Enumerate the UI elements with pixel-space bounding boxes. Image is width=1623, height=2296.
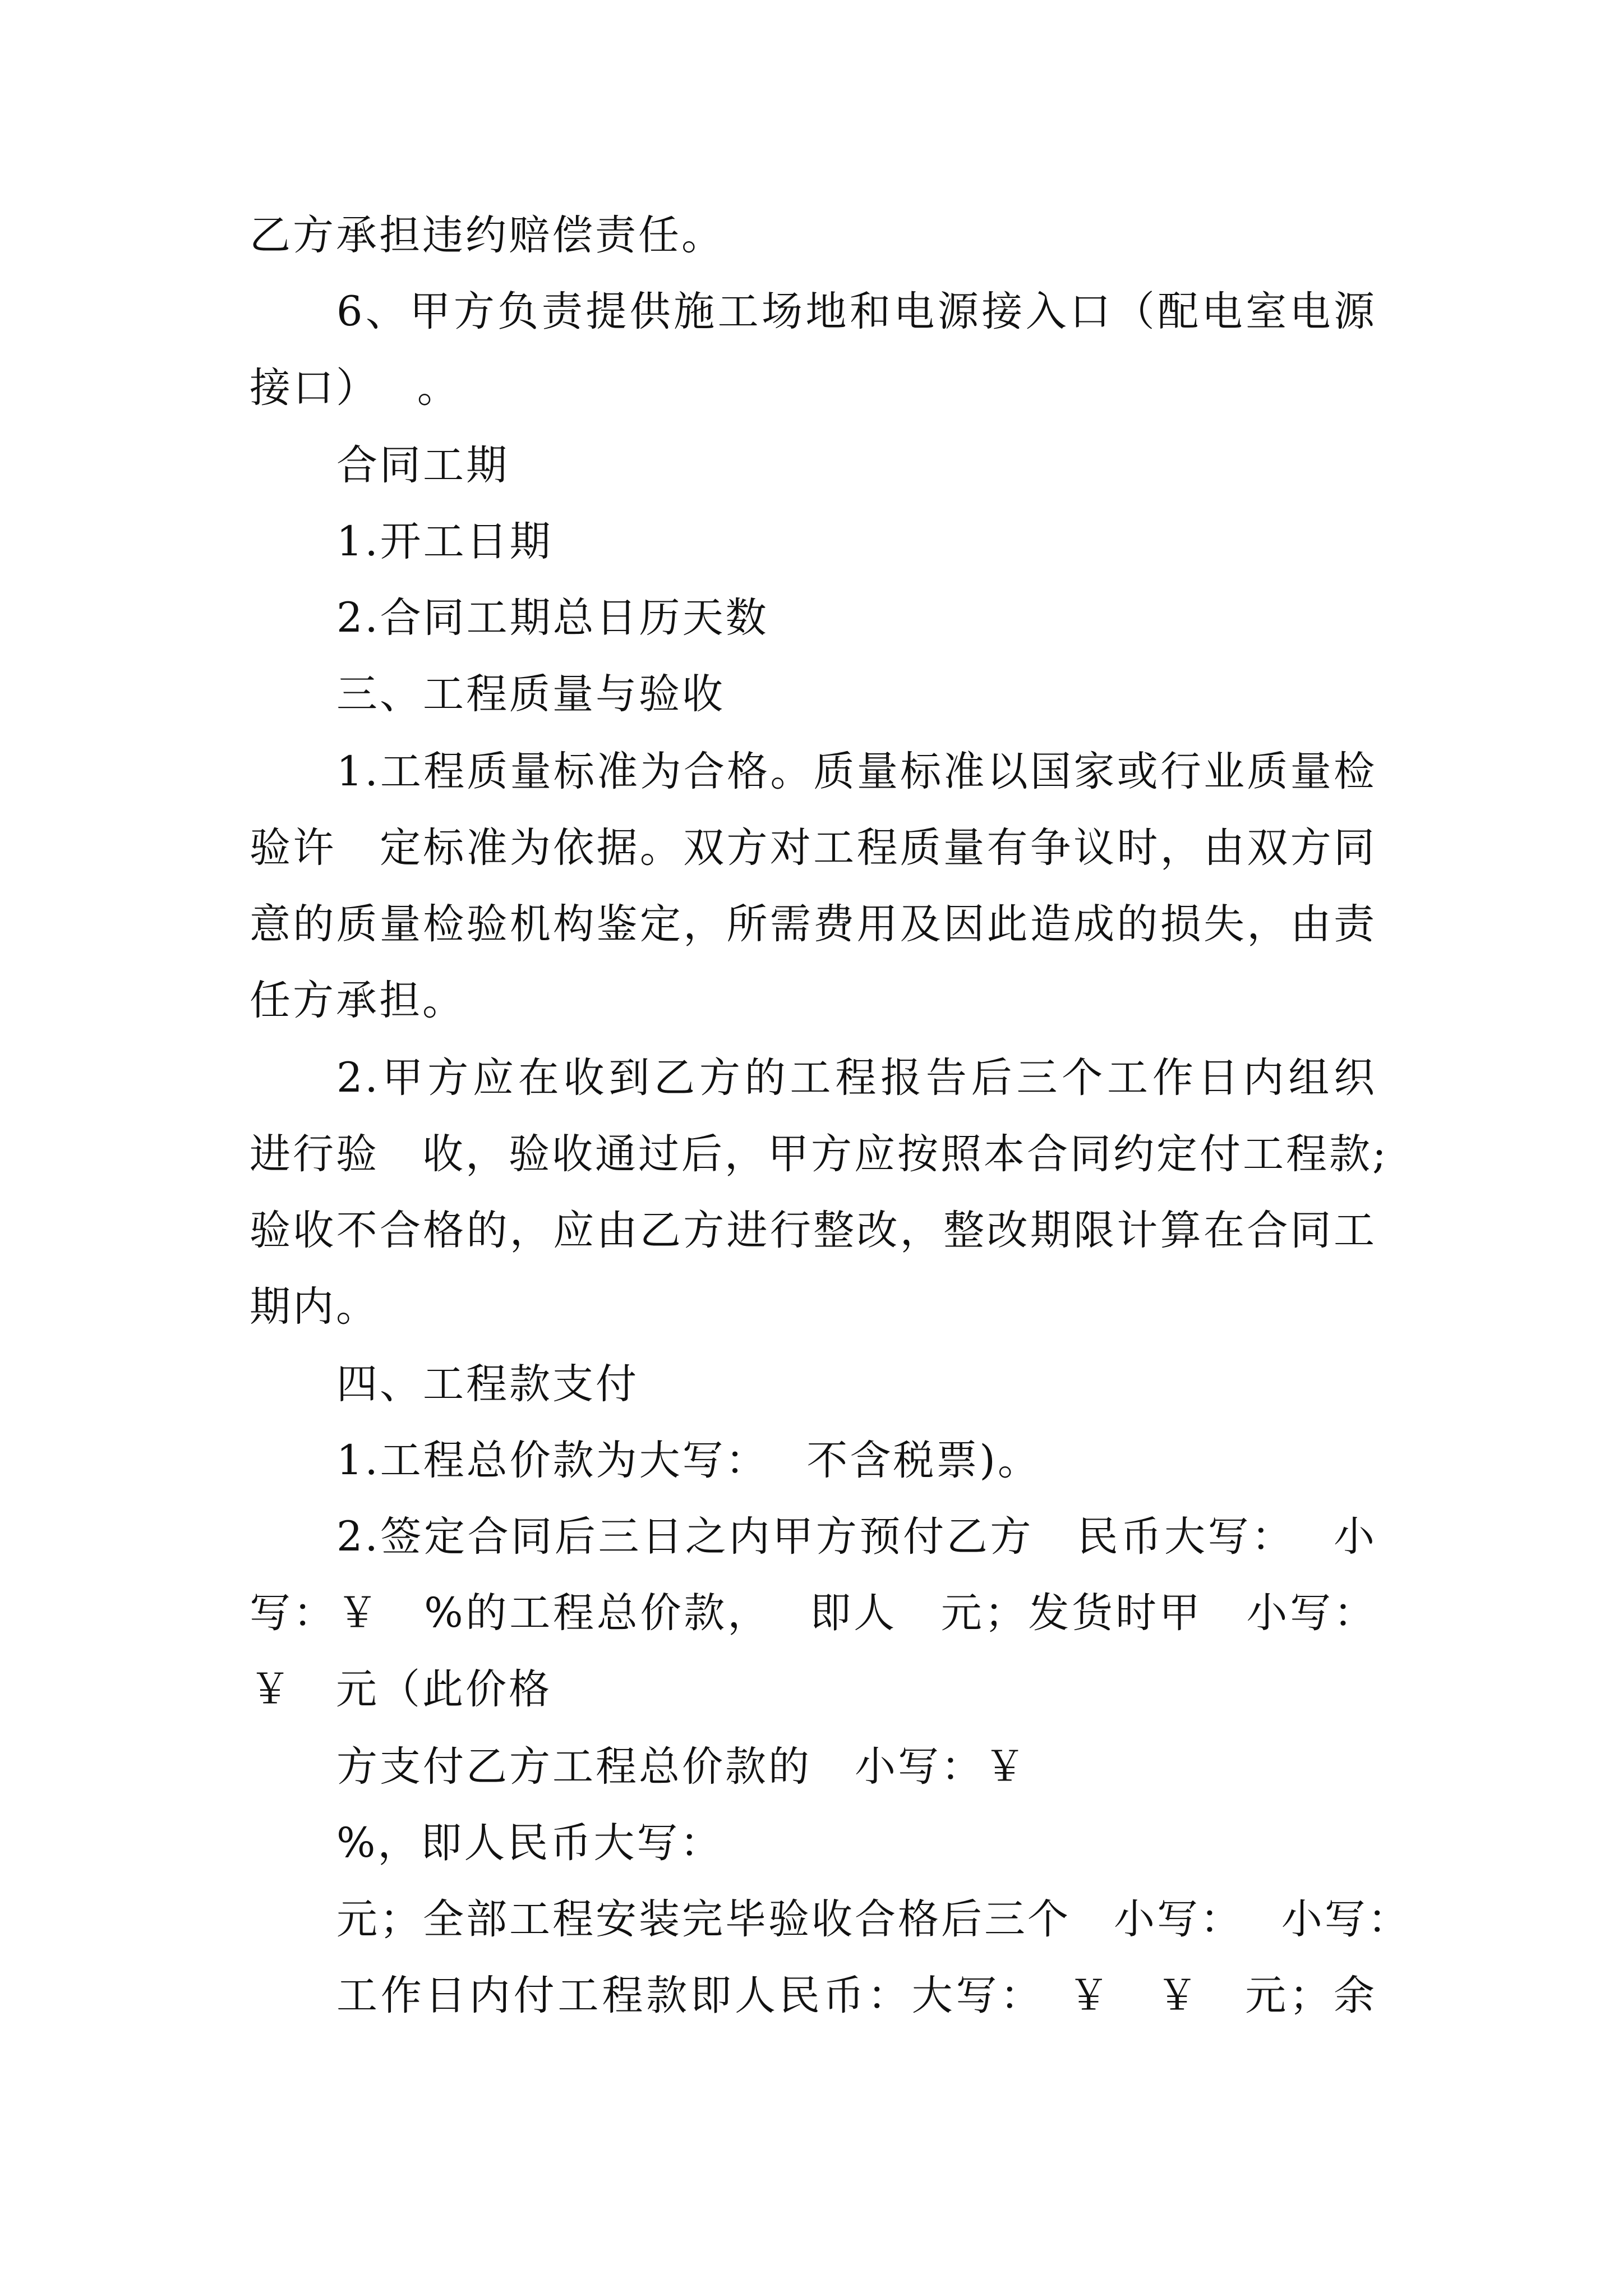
paragraph-line: 2.甲方应在收到乙方的工程报告后三个工作日内组织 xyxy=(336,1054,1377,1102)
paragraph-line: 写：￥ %的工程总价款， 即人 元；发货时甲 小写： xyxy=(250,1589,1377,1637)
section-heading: 合同工期 xyxy=(336,441,509,489)
paragraph-line: 1.工程质量标准为合格。质量标准以国家或行业质量检 xyxy=(336,748,1377,795)
paragraph-line: 乙方承担违约赔偿责任。 xyxy=(250,211,725,259)
paragraph-line: 进行验 收，验收通过后，甲方应按照本合同约定付工程款; xyxy=(250,1130,1389,1178)
paragraph-line: 验许 定标准为依据。双方对工程质量有争议时，由双方同 xyxy=(250,824,1377,872)
paragraph-line: 2.签定合同后三日之内甲方预付乙方 民币大写： 小 xyxy=(336,1513,1377,1561)
paragraph-line: 期内。 xyxy=(250,1283,379,1331)
paragraph-line: %，即人民币大写： xyxy=(336,1819,723,1867)
paragraph-line: 意的质量检验机构鉴定，所需费用及因此造成的损失，由责 xyxy=(250,900,1377,948)
paragraph-line: 接口） 。 xyxy=(250,364,460,412)
paragraph-line: 任方承担。 xyxy=(250,977,465,1024)
section-heading: 三、工程质量与验收 xyxy=(336,670,725,718)
paragraph-line: 1.工程总价款为大写： 不含税票)。 xyxy=(336,1437,1041,1484)
paragraph-line: ￥ 元（此价格 xyxy=(250,1665,552,1713)
section-heading: 四、工程款支付 xyxy=(336,1360,639,1408)
paragraph-line: 1.开工日期 xyxy=(336,518,553,565)
paragraph-line: 工作日内付工程款即人民币：大写： ￥ ￥ 元；余 xyxy=(336,1972,1377,2019)
paragraph-line: 元；全部工程安装完毕验收合格后三个 小写： 小写： xyxy=(336,1895,1411,1943)
paragraph-line: 2.合同工期总日历天数 xyxy=(336,594,769,642)
paragraph-line: 验收不合格的，应由乙方进行整改，整改期限计算在合同工 xyxy=(250,1207,1377,1254)
paragraph-line: 6、甲方负责提供施工场地和电源接入口（配电室电源 xyxy=(336,288,1377,335)
paragraph-line: 方支付乙方工程总价款的 小写：￥ xyxy=(336,1743,1027,1791)
